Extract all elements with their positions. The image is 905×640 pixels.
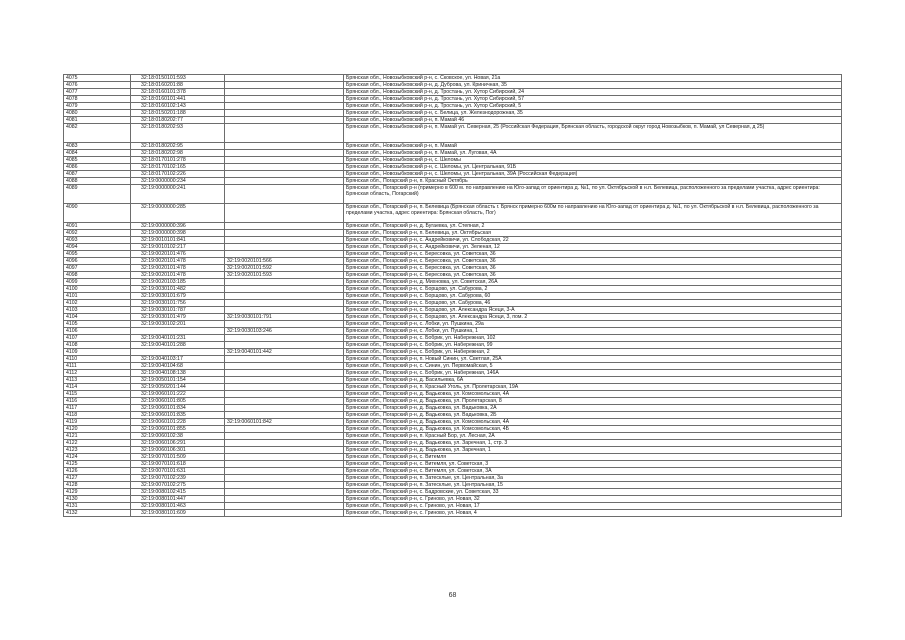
table-row xyxy=(64,510,842,517)
related-cadastral-number-cell xyxy=(225,89,344,96)
cadastral-number-cell: 32:19:0060102:38 xyxy=(131,433,225,440)
address-cell: Брянская обл., Погарский р-н, с. Бобрик, ул. Набережная, 99 xyxy=(344,342,842,349)
cadastral-number-cell xyxy=(131,328,225,335)
related-cadastral-number-cell xyxy=(225,475,344,482)
related-cadastral-number-cell xyxy=(225,103,344,110)
row-number-cell: 4081 xyxy=(64,117,131,124)
cadastral-number-cell: 32:18:0180202:98 xyxy=(131,150,225,157)
cadastral-number-cell: 32:19:0020101:478 xyxy=(131,265,225,272)
address-cell: Брянская обл., Погарский р-н, с. Витемля xyxy=(344,454,842,461)
related-cadastral-number-cell xyxy=(225,377,344,384)
related-cadastral-number-cell xyxy=(225,363,344,370)
related-cadastral-number-cell: 32:19:0040101:442 xyxy=(225,349,344,356)
row-number-cell: 4104 xyxy=(64,314,131,321)
related-cadastral-number-cell xyxy=(225,468,344,475)
cadastral-number-cell xyxy=(131,349,225,356)
row-number-cell: 4118 xyxy=(64,412,131,419)
address-cell: Брянская обл., Погарский р-н, с. Андрейковичи, ул. Зеленая, 12 xyxy=(344,244,842,251)
row-number-cell: 4099 xyxy=(64,279,131,286)
row-number-cell: 4126 xyxy=(64,468,131,475)
row-number-cell: 4111 xyxy=(64,363,131,370)
row-number-cell: 4115 xyxy=(64,391,131,398)
cadastral-number-cell: 32:19:0040101:231 xyxy=(131,335,225,342)
cadastral-number-cell: 32:18:0170101:278 xyxy=(131,157,225,164)
row-number-cell: 4114 xyxy=(64,384,131,391)
row-number-cell: 4101 xyxy=(64,293,131,300)
row-number-cell: 4107 xyxy=(64,335,131,342)
cadastral-number-cell: 32:19:0030102:201 xyxy=(131,321,225,328)
row-number-cell: 4110 xyxy=(64,356,131,363)
table-row xyxy=(64,384,842,391)
cadastral-number-cell: 32:18:0160101:378 xyxy=(131,89,225,96)
cadastral-number-cell: 32:19:0040103:17 xyxy=(131,356,225,363)
row-number-cell: 4089 xyxy=(64,185,131,204)
table-row xyxy=(64,272,842,279)
address-cell: Брянская обл., Новозыбковский р-н, с. Шеломы, ул. Центральная, 91Б xyxy=(344,164,842,171)
cadastral-number-cell: 32:19:0060101:222 xyxy=(131,391,225,398)
table-row xyxy=(64,237,842,244)
table-row xyxy=(64,230,842,237)
cadastral-number-cell: 32:19:0050201:144 xyxy=(131,384,225,391)
address-cell: Брянская обл., Погарский р-н, д. Вадьковка, ул. Комсомольская, 4А xyxy=(344,391,842,398)
table-row xyxy=(64,178,842,185)
address-cell: Брянская обл., Новозыбковский р-н, п. Мамай, ул. Луговая, 4А xyxy=(344,150,842,157)
address-cell: Брянская обл., Погарский р-н, с. Бересовка, ул. Советская, 36 xyxy=(344,258,842,265)
cadastral-number-cell: 32:19:0040101:288 xyxy=(131,342,225,349)
cadastral-number-cell: 32:18:0160101:441 xyxy=(131,96,225,103)
address-cell: Брянская обл., Погарский р-н, с. Бересовка, ул. Советская, 36 xyxy=(344,272,842,279)
cadastral-number-cell: 32:19:0000000:234 xyxy=(131,178,225,185)
address-cell: Брянская обл., Погарский р-н, с. Витемля, ул. Советская, 3А xyxy=(344,468,842,475)
row-number-cell: 4085 xyxy=(64,157,131,164)
table-row xyxy=(64,110,842,117)
cadastral-number-cell: 32:19:0060106:301 xyxy=(131,447,225,454)
row-number-cell: 4125 xyxy=(64,461,131,468)
address-cell: Брянская обл., Погарский р-н, с. Витемля, ул. Советская, 3 xyxy=(344,461,842,468)
row-number-cell: 4096 xyxy=(64,258,131,265)
address-cell: Брянская обл., Погарский р-н, п. Белевица, ул. Октябрьская xyxy=(344,230,842,237)
address-cell: Брянская обл., Погарский р-н (примерно в 600 м. по направлению на Юго-запад от ориентира д. №1, по ул. Октябрьской в н.п. Белевица, расположенного за пределами участка, адрес ориентира: Брянская область, Погарский) xyxy=(344,185,842,204)
related-cadastral-number-cell xyxy=(225,286,344,293)
related-cadastral-number-cell xyxy=(225,482,344,489)
cadastral-number-cell: 32:19:0080101:609 xyxy=(131,510,225,517)
row-number-cell: 4079 xyxy=(64,103,131,110)
address-cell: Брянская обл., Погарский р-н, п. Красный Уголь, ул. Пролетарская, 19А xyxy=(344,384,842,391)
related-cadastral-number-cell xyxy=(225,117,344,124)
table-row xyxy=(64,321,842,328)
row-number-cell: 4119 xyxy=(64,419,131,426)
related-cadastral-number-cell xyxy=(225,461,344,468)
cadastral-number-cell: 32:19:0010102:217 xyxy=(131,244,225,251)
cadastral-number-cell: 32:18:0180202:77 xyxy=(131,117,225,124)
table-row xyxy=(64,82,842,89)
table-row xyxy=(64,335,842,342)
table-row xyxy=(64,96,842,103)
row-number-cell: 4093 xyxy=(64,237,131,244)
cadastral-number-cell: 32:19:0030101:756 xyxy=(131,300,225,307)
table-row xyxy=(64,171,842,178)
related-cadastral-number-cell xyxy=(225,82,344,89)
related-cadastral-number-cell xyxy=(225,300,344,307)
row-number-cell: 4102 xyxy=(64,300,131,307)
cadastral-number-cell: 32:19:0080101:447 xyxy=(131,496,225,503)
address-cell: Брянская обл., Погарский р-н, с. Гриново, ул. Новая, 4 xyxy=(344,510,842,517)
cadastral-number-cell: 32:18:0180202:95 xyxy=(131,143,225,150)
related-cadastral-number-cell xyxy=(225,510,344,517)
cadastral-number-cell: 32:19:0070101:631 xyxy=(131,468,225,475)
row-number-cell: 4086 xyxy=(64,164,131,171)
table-row xyxy=(64,223,842,230)
table-row xyxy=(64,433,842,440)
row-number-cell: 4098 xyxy=(64,272,131,279)
row-number-cell: 4129 xyxy=(64,489,131,496)
related-cadastral-number-cell: 32:19:0020101:566 xyxy=(225,258,344,265)
table-row xyxy=(64,447,842,454)
row-number-cell: 4087 xyxy=(64,171,131,178)
table-row xyxy=(64,258,842,265)
address-cell: Брянская обл., Погарский р-н, с. Борщово, ул. Александра Ясеци, 3-А xyxy=(344,307,842,314)
table-row xyxy=(64,103,842,110)
address-cell: Брянская обл., Погарский р-н, с. Бересовка, ул. Советская, 36 xyxy=(344,251,842,258)
address-cell: Брянская обл., Новозыбковский р-н, д. Тростань, ул. Хутор Сибирский, 24 xyxy=(344,89,842,96)
row-number-cell: 4117 xyxy=(64,405,131,412)
related-cadastral-number-cell xyxy=(225,75,344,82)
address-cell: Брянская обл., Новозыбковский р-н, с. Белица, ул. Железнодорожная, 35 xyxy=(344,110,842,117)
table-row xyxy=(64,349,842,356)
cadastral-number-cell: 32:19:0060101:228 xyxy=(131,419,225,426)
cadastral-number-cell: 32:19:0010101:841 xyxy=(131,237,225,244)
address-cell: Брянская обл., Погарский р-н, с. Бобрик, ул. Набережная, 2 xyxy=(344,349,842,356)
table-row xyxy=(64,150,842,157)
table-row xyxy=(64,489,842,496)
related-cadastral-number-cell xyxy=(225,496,344,503)
cadastral-number-cell: 32:19:0020101:476 xyxy=(131,251,225,258)
table-row xyxy=(64,124,842,143)
related-cadastral-number-cell xyxy=(225,489,344,496)
table-row xyxy=(64,244,842,251)
address-cell: Брянская обл., Погарский р-н, д. Вадьковка, ул. Вадьковка, 2А xyxy=(344,405,842,412)
related-cadastral-number-cell xyxy=(225,412,344,419)
table-row xyxy=(64,143,842,150)
row-number-cell: 4083 xyxy=(64,143,131,150)
related-cadastral-number-cell xyxy=(225,384,344,391)
row-number-cell: 4080 xyxy=(64,110,131,117)
row-number-cell: 4113 xyxy=(64,377,131,384)
cadastral-number-cell: 32:18:0150101:593 xyxy=(131,75,225,82)
address-cell: Брянская обл., Погарский р-н, с. Синин, ул. Первомайская, 5 xyxy=(344,363,842,370)
related-cadastral-number-cell xyxy=(225,223,344,230)
related-cadastral-number-cell xyxy=(225,237,344,244)
table-row xyxy=(64,204,842,223)
related-cadastral-number-cell xyxy=(225,164,344,171)
related-cadastral-number-cell xyxy=(225,96,344,103)
related-cadastral-number-cell xyxy=(225,370,344,377)
row-number-cell: 4092 xyxy=(64,230,131,237)
related-cadastral-number-cell xyxy=(225,150,344,157)
cadastral-number-cell: 32:18:0160201:88 xyxy=(131,82,225,89)
row-number-cell: 4094 xyxy=(64,244,131,251)
address-cell: Брянская обл., Погарский р-н, д. Вадьковка, ул. Комсомольская, 4Б xyxy=(344,426,842,433)
row-number-cell: 4075 xyxy=(64,75,131,82)
table-row xyxy=(64,468,842,475)
related-cadastral-number-cell xyxy=(225,335,344,342)
table-row xyxy=(64,157,842,164)
related-cadastral-number-cell xyxy=(225,440,344,447)
row-number-cell: 4100 xyxy=(64,286,131,293)
cadastral-number-cell: 32:19:0020101:478 xyxy=(131,272,225,279)
related-cadastral-number-cell xyxy=(225,426,344,433)
address-cell: Брянская обл., Погарский р-н, с. Борщово, ул. Сабурова, 46 xyxy=(344,300,842,307)
cadastral-number-cell: 32:18:0180202:93 xyxy=(131,124,225,143)
table-row xyxy=(64,503,842,510)
cadastral-number-cell: 32:18:0150201:188 xyxy=(131,110,225,117)
cadastral-number-cell: 32:19:0000000:241 xyxy=(131,185,225,204)
address-cell: Брянская обл., Погарский р-н, с. Борщово, ул. Александра Ясеци, 3, пом. 2 xyxy=(344,314,842,321)
related-cadastral-number-cell xyxy=(225,398,344,405)
cadastral-number-cell: 32:19:0000000:285 xyxy=(131,204,225,223)
address-cell: Брянская обл., Погарский р-н, д. Вадьковка, ул. Заречная, 1 xyxy=(344,447,842,454)
related-cadastral-number-cell xyxy=(225,185,344,204)
related-cadastral-number-cell xyxy=(225,143,344,150)
related-cadastral-number-cell xyxy=(225,251,344,258)
table-row xyxy=(64,328,842,335)
register-table-body xyxy=(64,75,842,517)
table-row xyxy=(64,482,842,489)
address-cell: Брянская обл., Погарский р-н, д. Вадьковка, ул. Пролетарская, 8 xyxy=(344,398,842,405)
related-cadastral-number-cell xyxy=(225,447,344,454)
related-cadastral-number-cell xyxy=(225,279,344,286)
related-cadastral-number-cell xyxy=(225,293,344,300)
table-row xyxy=(64,426,842,433)
cadastral-number-cell: 32:19:0070102:275 xyxy=(131,482,225,489)
table-row xyxy=(64,164,842,171)
address-cell: Брянская обл., Новозыбковский р-н, с. Шеломы, ул. Центральная, 39А (Российская Федерация) xyxy=(344,171,842,178)
related-cadastral-number-cell xyxy=(225,230,344,237)
address-cell: Брянская обл., Погарский р-н, д. Вадьковка, ул. Комсомольская, 4А xyxy=(344,419,842,426)
row-number-cell: 4127 xyxy=(64,475,131,482)
cadastral-number-cell: 32:19:0060101:835 xyxy=(131,412,225,419)
address-cell: Брянская обл., Погарский р-н, п. Красный Бор, ул. Лесная, 2А xyxy=(344,433,842,440)
related-cadastral-number-cell xyxy=(225,157,344,164)
related-cadastral-number-cell xyxy=(225,356,344,363)
related-cadastral-number-cell: 32:19:0020101:593 xyxy=(225,272,344,279)
row-number-cell: 4084 xyxy=(64,150,131,157)
table-row xyxy=(64,377,842,384)
address-cell: Брянская обл., Новозыбковский р-н, п. Мамай 46 xyxy=(344,117,842,124)
address-cell: Брянская обл., Новозыбковский р-н, д. Дуброва, ул. Криничная, 35 xyxy=(344,82,842,89)
table-row xyxy=(64,356,842,363)
cadastral-number-cell: 32:19:0020103:185 xyxy=(131,279,225,286)
row-number-cell: 4091 xyxy=(64,223,131,230)
cadastral-number-cell: 32:19:0050101:154 xyxy=(131,377,225,384)
cadastral-number-cell: 32:19:0030101:479 xyxy=(131,314,225,321)
table-row xyxy=(64,475,842,482)
address-cell: Брянская обл., Погарский р-н, п. Красный Октябрь xyxy=(344,178,842,185)
table-row xyxy=(64,342,842,349)
cadastral-number-cell: 32:19:0000000:396 xyxy=(131,223,225,230)
table-row xyxy=(64,391,842,398)
cadastral-number-cell: 32:19:0030101:787 xyxy=(131,307,225,314)
table-row xyxy=(64,279,842,286)
row-number-cell: 4082 xyxy=(64,124,131,143)
address-cell: Брянская обл., Новозыбковский р-н, п. Мамай ул. Северная, 25 (Российская Федерация, Брянская область, городской округ город Новозыбков, п. Мамай, ул Северная, д 25) xyxy=(344,124,842,143)
related-cadastral-number-cell xyxy=(225,433,344,440)
row-number-cell: 4105 xyxy=(64,321,131,328)
related-cadastral-number-cell: 32:19:0020101:592 xyxy=(225,265,344,272)
row-number-cell: 4121 xyxy=(64,433,131,440)
table-row xyxy=(64,251,842,258)
table-row xyxy=(64,117,842,124)
row-number-cell: 4088 xyxy=(64,178,131,185)
table-row xyxy=(64,405,842,412)
property-register-table xyxy=(63,74,842,517)
cadastral-number-cell: 32:19:0080102:415 xyxy=(131,489,225,496)
row-number-cell: 4077 xyxy=(64,89,131,96)
table-row xyxy=(64,265,842,272)
cadastral-number-cell: 32:18:0170102:165 xyxy=(131,164,225,171)
related-cadastral-number-cell xyxy=(225,391,344,398)
address-cell: Брянская обл., Погарский р-н, с. Лобки, ул. Пушкина, 1 xyxy=(344,328,842,335)
cadastral-number-cell: 32:19:0030101:679 xyxy=(131,293,225,300)
table-row xyxy=(64,75,842,82)
address-cell: Брянская обл., Погарский р-н, с. Бобрик, ул. Набережная, 102 xyxy=(344,335,842,342)
row-number-cell: 4106 xyxy=(64,328,131,335)
row-number-cell: 4095 xyxy=(64,251,131,258)
row-number-cell: 4108 xyxy=(64,342,131,349)
row-number-cell: 4130 xyxy=(64,496,131,503)
address-cell: Брянская обл., Новозыбковский р-н, д. Тростань, ул. Хутор Сибирский, 5 xyxy=(344,103,842,110)
address-cell: Брянская обл., Новозыбковский р-н, с. Шеломы xyxy=(344,157,842,164)
cadastral-number-cell: 32:19:0040104:68 xyxy=(131,363,225,370)
address-cell: Брянская обл., Погарский р-н, п. Затесклые, ул. Центральная, 15 xyxy=(344,482,842,489)
cadastral-number-cell: 32:18:0170102:226 xyxy=(131,171,225,178)
cadastral-number-cell: 32:19:0060101:805 xyxy=(131,398,225,405)
row-number-cell: 4123 xyxy=(64,447,131,454)
address-cell: Брянская обл., Погарский р-н, д. Вадьковка, ул. Вадьковка, 2Б xyxy=(344,412,842,419)
table-row xyxy=(64,370,842,377)
row-number-cell: 4132 xyxy=(64,510,131,517)
related-cadastral-number-cell: 32:19:0030103:246 xyxy=(225,328,344,335)
cadastral-number-cell: 32:19:0080101:463 xyxy=(131,503,225,510)
table-row xyxy=(64,300,842,307)
cadastral-number-cell: 32:19:0070102:239 xyxy=(131,475,225,482)
table-row xyxy=(64,419,842,426)
related-cadastral-number-cell xyxy=(225,503,344,510)
related-cadastral-number-cell xyxy=(225,342,344,349)
address-cell: Брянская обл., Погарский р-н, с. Лобки, ул. Пушкина, 29а xyxy=(344,321,842,328)
row-number-cell: 4078 xyxy=(64,96,131,103)
cadastral-number-cell: 32:19:0060106:291 xyxy=(131,440,225,447)
cadastral-number-cell: 32:19:0000000:398 xyxy=(131,230,225,237)
row-number-cell: 4120 xyxy=(64,426,131,433)
cadastral-number-cell: 32:19:0060101:855 xyxy=(131,426,225,433)
related-cadastral-number-cell xyxy=(225,307,344,314)
related-cadastral-number-cell: 32:19:0060101:842 xyxy=(225,419,344,426)
related-cadastral-number-cell xyxy=(225,124,344,143)
row-number-cell: 4131 xyxy=(64,503,131,510)
row-number-cell: 4122 xyxy=(64,440,131,447)
related-cadastral-number-cell xyxy=(225,405,344,412)
row-number-cell: 4103 xyxy=(64,307,131,314)
table-row xyxy=(64,307,842,314)
row-number-cell: 4116 xyxy=(64,398,131,405)
related-cadastral-number-cell xyxy=(225,178,344,185)
address-cell: Брянская обл., Новозыбковский р-н, с. Сковское, ул. Новая, 21а xyxy=(344,75,842,82)
address-cell: Брянская обл., Погарский р-н, д. Бугаевка, ул. Степная, 2 xyxy=(344,223,842,230)
table-row xyxy=(64,314,842,321)
address-cell: Брянская обл., Погарский р-н, п. Белевица (Брянская область г. Брянск примерно 600м по направлению на Юго-запад от ориентира д. №1, по ул. Октябрьской в н.п. Белевица, расположенного за пределами участка, адрес ориентира: Брянская область, Пог) xyxy=(344,204,842,223)
address-cell: Брянская обл., Погарский р-н, с. Бобрик, ул. Набережная, 146А xyxy=(344,370,842,377)
related-cadastral-number-cell xyxy=(225,171,344,178)
row-number-cell: 4112 xyxy=(64,370,131,377)
related-cadastral-number-cell xyxy=(225,454,344,461)
related-cadastral-number-cell xyxy=(225,244,344,251)
address-cell: Брянская обл., Погарский р-н, д. Вадьковка, ул. Заречная, 1, стр. 3 xyxy=(344,440,842,447)
row-number-cell: 4097 xyxy=(64,265,131,272)
table-row xyxy=(64,454,842,461)
cadastral-number-cell: 32:19:0060101:834 xyxy=(131,405,225,412)
cadastral-number-cell: 32:19:0030101:482 xyxy=(131,286,225,293)
related-cadastral-number-cell: 32:19:0030101:791 xyxy=(225,314,344,321)
address-cell: Брянская обл., Погарский р-н, д. Васильевка, 6А xyxy=(344,377,842,384)
address-cell: Брянская обл., Погарский р-н, с. Гриново, ул. Новая, 32 xyxy=(344,496,842,503)
page-number: 68 xyxy=(448,592,457,599)
cadastral-number-cell: 32:19:0020101:478 xyxy=(131,258,225,265)
cadastral-number-cell: 32:19:0040108:138 xyxy=(131,370,225,377)
table-row xyxy=(64,461,842,468)
related-cadastral-number-cell xyxy=(225,110,344,117)
address-cell: Брянская обл., Погарский р-н, с. Андрейковичи, ул. Слободская, 22 xyxy=(344,237,842,244)
table-row xyxy=(64,440,842,447)
cadastral-number-cell: 32:18:0160102:143 xyxy=(131,103,225,110)
table-row xyxy=(64,398,842,405)
table-row xyxy=(64,89,842,96)
related-cadastral-number-cell xyxy=(225,204,344,223)
row-number-cell: 4090 xyxy=(64,204,131,223)
row-number-cell: 4128 xyxy=(64,482,131,489)
address-cell: Брянская обл., Новозыбковский р-н, п. Мамай xyxy=(344,143,842,150)
address-cell: Брянская обл., Погарский р-н, с. Бадровские, ул. Советская, 33 xyxy=(344,489,842,496)
cadastral-number-cell: 32:19:0070101:509 xyxy=(131,454,225,461)
related-cadastral-number-cell xyxy=(225,321,344,328)
table-row xyxy=(64,185,842,204)
address-cell: Брянская обл., Погарский р-н, п. Новый Синин, ул. Светлая, 25А xyxy=(344,356,842,363)
table-row xyxy=(64,412,842,419)
row-number-cell: 4124 xyxy=(64,454,131,461)
address-cell: Брянская обл., Погарский р-н, с. Гриново, ул. Новая, 17 xyxy=(344,503,842,510)
table-row xyxy=(64,286,842,293)
row-number-cell: 4076 xyxy=(64,82,131,89)
address-cell: Брянская обл., Погарский р-н, с. Бересовка, ул. Советская, 36 xyxy=(344,265,842,272)
address-cell: Брянская обл., Погарский р-н, п. Затесклые, ул. Центральная, 3а xyxy=(344,475,842,482)
cadastral-number-cell: 32:19:0070101:618 xyxy=(131,461,225,468)
table-row xyxy=(64,293,842,300)
row-number-cell: 4109 xyxy=(64,349,131,356)
table-row xyxy=(64,496,842,503)
address-cell: Брянская обл., Погарский р-н, д. Михновка, ул. Советская, 26А xyxy=(344,279,842,286)
address-cell: Брянская обл., Погарский р-н, с. Борщово, ул. Сабурова, 2 xyxy=(344,286,842,293)
address-cell: Брянская обл., Новозыбковский р-н, д. Тростань, ул. Хутор Сибирский, 57 xyxy=(344,96,842,103)
table-row xyxy=(64,363,842,370)
address-cell: Брянская обл., Погарский р-н, с. Борщово, ул. Сабурова, 60 xyxy=(344,293,842,300)
